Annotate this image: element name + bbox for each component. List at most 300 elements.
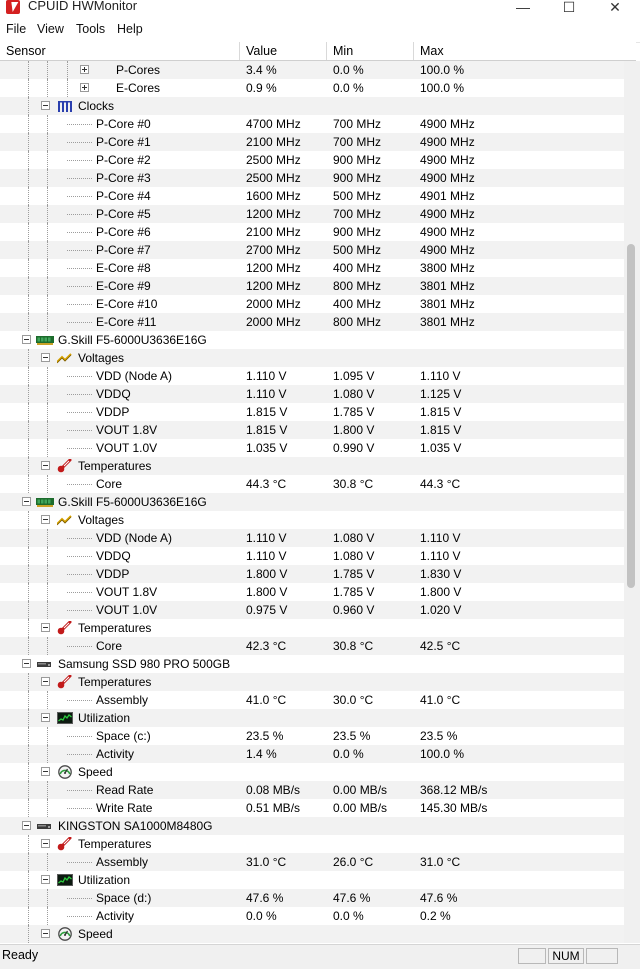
menu-view[interactable]: View [37,22,64,36]
sensor-row[interactable] [0,277,624,295]
sensor-max: 1.110 V [420,549,461,563]
tree-group-row[interactable] [0,835,624,853]
menu-tools[interactable]: Tools [76,22,106,36]
sensor-name: VDD (Node A) [96,531,173,545]
sensor-name: G.Skill F5-6000U3636E16G [58,333,207,347]
sensor-name: Read Rate [96,783,154,797]
sensor-row[interactable] [0,691,624,709]
tree-connector-line [67,646,92,647]
tree-guide-line [28,403,29,421]
tree-guide-line [47,151,48,169]
tree-guide-line [47,61,48,79]
sensor-min: 23.5 % [333,729,371,743]
tree-connector-line [67,376,92,377]
sensor-min: 700 MHz [333,117,382,131]
close-button[interactable]: ✕ [609,0,621,15]
sensor-min: 900 MHz [333,225,382,239]
tree-connector-line [67,808,92,809]
hwmonitor-app-icon [6,0,20,14]
collapse-icon[interactable] [41,713,50,722]
tree-guide-line [28,565,29,583]
tree-group-row[interactable] [0,871,624,889]
tree-guide-line [28,907,29,925]
sensor-name: KINGSTON SA1000M8480G [58,819,213,833]
sensor-name: Temperatures [78,837,152,851]
sensor-min: 30.8 °C [333,639,374,653]
sensor-max: 4900 MHz [420,225,475,239]
sensor-max: 3800 MHz [420,261,475,275]
tree-connector-line [67,430,92,431]
sensor-max: 4900 MHz [420,117,475,131]
vertical-scrollbar[interactable] [624,61,640,943]
sensor-row[interactable] [0,439,624,457]
sensor-row[interactable] [0,259,624,277]
sensor-row[interactable] [0,313,624,331]
sensor-value: 1200 MHz [246,279,301,293]
menu-help[interactable]: Help [117,22,143,36]
tree-connector-line [67,250,92,251]
sensor-row[interactable] [0,385,624,403]
sensor-row[interactable] [0,799,624,817]
tree-guide-line [47,565,48,583]
sensor-row[interactable] [0,241,624,259]
sensor-row[interactable] [0,187,624,205]
tree-guide-line [47,187,48,205]
sensor-min: 30.8 °C [333,477,374,491]
sensor-row[interactable] [0,907,624,925]
sensor-max: 1.110 V [420,369,461,383]
collapse-icon[interactable] [41,101,50,110]
tree-connector-line [67,736,92,737]
tree-guide-line [28,205,29,223]
sensor-min: 1.785 V [333,405,375,419]
tree-guide-line [28,673,29,691]
sensor-max: 1.830 V [420,567,462,581]
tree-guide-line [28,583,29,601]
tree-guide-line [47,547,48,565]
sensor-name: Temperatures [78,621,152,635]
sensor-max: 44.3 °C [420,477,461,491]
tree-guide-line [28,889,29,907]
tree-group-row[interactable] [0,655,624,673]
tree-guide-line [28,259,29,277]
tree-group-row[interactable] [0,709,624,727]
collapse-icon[interactable] [41,353,50,362]
tree-guide-line [47,889,48,907]
sensor-row[interactable] [0,205,624,223]
sensor-min: 30.0 °C [333,693,374,707]
sensor-row[interactable] [0,745,624,763]
tree-connector-line [67,862,92,863]
num-lock-indicator: NUM [548,948,584,964]
sensor-row[interactable] [0,727,624,745]
tree-guide-line [28,763,29,781]
tree-guide-line [47,637,48,655]
tree-group-row[interactable] [0,349,624,367]
sensor-value: 4700 MHz [246,117,301,131]
sensor-row[interactable] [0,169,624,187]
collapse-icon[interactable] [41,929,50,938]
sensor-name: VOUT 1.0V [96,441,158,455]
tree-guide-line [28,187,29,205]
tree-guide-line [47,79,48,97]
tree-guide-line [47,403,48,421]
tree-guide-line [67,61,68,79]
tree-guide-line [28,745,29,763]
tree-guide-line [47,727,48,745]
sensor-min: 0.0 % [333,909,364,923]
sensor-value: 31.0 °C [246,855,287,869]
tree-group-row[interactable] [0,619,624,637]
sensor-max: 1.125 V [420,387,462,401]
sensor-row[interactable] [0,547,624,565]
tree-guide-line [67,79,68,97]
sensor-max: 4901 MHz [420,189,475,203]
tree-connector-line [67,412,92,413]
sensor-value: 0.51 MB/s [246,801,301,815]
sensor-min: 0.0 % [333,747,364,761]
sensor-max: 100.0 % [420,63,465,77]
sensor-name: Speed [78,927,113,941]
tree-guide-line [47,583,48,601]
thermometer-icon [57,837,73,851]
tree-guide-line [47,799,48,817]
tree-guide-line [47,169,48,187]
tree-guide-line [47,691,48,709]
sensor-value: 41.0 °C [246,693,287,707]
tree-guide-line [47,259,48,277]
column-sensor[interactable]: Sensor [0,42,240,60]
collapse-icon[interactable] [22,335,31,344]
column-min[interactable]: Min [327,42,414,60]
tree-guide-line [28,529,29,547]
thermometer-icon [57,675,73,689]
sensor-name: VOUT 1.0V [96,603,158,617]
ram-icon [36,495,52,509]
sensor-value: 0.0 % [246,909,277,923]
tree-guide-line [47,421,48,439]
sensor-value: 47.6 % [246,891,284,905]
tree-guide-line [47,277,48,295]
tree-connector-line [67,178,92,179]
sensor-value: 2500 MHz [246,153,301,167]
sensor-name: Samsung SSD 980 PRO 500GB [58,657,231,671]
sensor-row[interactable] [0,151,624,169]
tree-guide-line [47,853,48,871]
maximize-button[interactable]: ☐ [562,0,576,15]
drive-icon [36,819,52,833]
tree-guide-line [28,439,29,457]
sensor-row[interactable] [0,367,624,385]
tree-guide-line [47,223,48,241]
sensor-name: P-Core #1 [96,135,151,149]
tree-group-row[interactable] [0,331,624,349]
sensor-row[interactable] [0,295,624,313]
sensor-max: 1.020 V [420,603,462,617]
tree-guide-line [28,709,29,727]
tree-guide-line [47,367,48,385]
sensor-name: Clocks [78,99,115,113]
tree-guide-line [28,97,29,115]
tree-guide-line [47,745,48,763]
tree-group-row[interactable] [0,511,624,529]
sensor-row[interactable] [0,421,624,439]
tree-connector-line [67,124,92,125]
tree-guide-line [28,925,29,943]
sensor-max: 4900 MHz [420,135,475,149]
sensor-row[interactable] [0,637,624,655]
sensor-name: Space (d:) [96,891,152,905]
sensor-name: P-Core #6 [96,225,151,239]
sensor-name: VDDQ [96,549,131,563]
tree-guide-line [28,223,29,241]
sensor-name: Voltages [78,351,125,365]
tree-connector-line [67,286,92,287]
sensor-name: Core [96,639,123,653]
tree-guide-line [28,115,29,133]
tree-group-row[interactable] [0,97,624,115]
tree-group-row[interactable] [0,61,624,79]
column-max[interactable]: Max [420,44,444,58]
sensor-name: VDD (Node A) [96,369,173,383]
tree-guide-line [28,637,29,655]
sensor-name: P-Core #4 [96,189,151,203]
thermometer-icon [57,459,73,473]
sensor-value: 1200 MHz [246,207,301,221]
sensor-value: 0.975 V [246,603,288,617]
sensor-max: 4900 MHz [420,171,475,185]
sensor-name: P-Core #5 [96,207,151,221]
tree-connector-line [67,916,92,917]
sensor-row[interactable] [0,529,624,547]
sensor-value: 1.110 V [246,549,287,563]
sensor-name: Core [96,477,123,491]
tree-guide-line [28,295,29,313]
sensor-name: VOUT 1.8V [96,423,158,437]
sensor-name: E-Core #9 [96,279,151,293]
tree-guide-line [28,457,29,475]
expand-icon[interactable] [80,65,89,74]
tree-guide-line [28,421,29,439]
sensor-value: 3.4 % [246,63,277,77]
tree-guide-line [47,601,48,619]
sensor-min: 1.785 V [333,585,375,599]
sensor-tree[interactable] [0,61,624,943]
tree-connector-line [67,754,92,755]
column-value[interactable]: Value [240,42,327,60]
sensor-max: 1.110 V [420,531,461,545]
sensor-row[interactable] [0,223,624,241]
utilization-icon [57,711,73,725]
tree-group-row[interactable] [0,763,624,781]
tree-guide-line [28,619,29,637]
sensor-max: 23.5 % [420,729,458,743]
sensor-row[interactable] [0,583,624,601]
sensor-name: P-Cores [116,63,161,77]
sensor-row[interactable] [0,853,624,871]
tree-guide-line [47,313,48,331]
tree-guide-line [47,133,48,151]
tree-group-row[interactable] [0,493,624,511]
tree-guide-line [28,385,29,403]
sensor-value: 1.035 V [246,441,288,455]
sensor-value: 2000 MHz [246,315,301,329]
clocks-icon [57,99,73,113]
scrollbar-thumb[interactable] [627,244,635,588]
collapse-icon[interactable] [22,821,31,830]
sensor-max: 1.035 V [420,441,462,455]
sensor-max: 47.6 % [420,891,458,905]
collapse-icon[interactable] [41,839,50,848]
sensor-row[interactable] [0,601,624,619]
sensor-max: 41.0 °C [420,693,461,707]
tree-connector-line [67,610,92,611]
status-pane-empty [518,948,546,964]
sensor-value: 42.3 °C [246,639,287,653]
sensor-row[interactable] [0,889,624,907]
speedometer-icon [57,765,73,779]
sensor-max: 1.815 V [420,405,462,419]
tree-guide-line [47,529,48,547]
tree-guide-line [28,367,29,385]
sensor-row[interactable] [0,403,624,421]
sensor-min: 400 MHz [333,297,382,311]
status-text: Ready [2,948,39,962]
tree-guide-line [47,115,48,133]
sensor-max: 0.2 % [420,909,451,923]
sensor-max: 100.0 % [420,747,465,761]
minimize-button[interactable]: — [516,0,530,15]
tree-connector-line [67,574,92,575]
sensor-value: 2100 MHz [246,135,301,149]
tree-guide-line [28,601,29,619]
sensor-max: 3801 MHz [420,279,475,293]
sensor-name: Temperatures [78,675,152,689]
tree-connector-line [67,448,92,449]
sensor-name: VDDQ [96,387,131,401]
sensor-row[interactable] [0,133,624,151]
sensor-row[interactable] [0,781,624,799]
sensor-value: 0.9 % [246,81,277,95]
sensor-name: G.Skill F5-6000U3636E16G [58,495,207,509]
sensor-value: 0.08 MB/s [246,783,301,797]
sensor-name: Speed [78,765,113,779]
tree-group-row[interactable] [0,925,624,943]
sensor-name: E-Core #8 [96,261,151,275]
sensor-min: 0.00 MB/s [333,783,388,797]
tree-guide-line [28,871,29,889]
tree-guide-line [28,151,29,169]
sensor-value: 1.815 V [246,423,288,437]
sensor-min: 1.080 V [333,387,375,401]
collapse-icon[interactable] [41,515,50,524]
sensor-name: Assembly [96,693,149,707]
tree-guide-line [28,133,29,151]
thermometer-icon [57,621,73,635]
collapse-icon[interactable] [41,875,50,884]
sensor-name: Temperatures [78,459,152,473]
sensor-name: Activity [96,909,135,923]
sensor-min: 47.6 % [333,891,371,905]
tree-group-row[interactable] [0,673,624,691]
tree-connector-line [67,538,92,539]
tree-connector-line [67,214,92,215]
column-header [0,42,636,61]
sensor-max: 3801 MHz [420,315,475,329]
sensor-name: Activity [96,747,135,761]
sensor-name: Write Rate [96,801,153,815]
sensor-value: 1.800 V [246,585,288,599]
sensor-name: VDDP [96,567,130,581]
sensor-value: 2500 MHz [246,171,301,185]
sensor-min: 0.960 V [333,603,375,617]
tree-guide-line [28,277,29,295]
sensor-value: 2000 MHz [246,297,301,311]
sensor-name: P-Core #0 [96,117,151,131]
sensor-name: Utilization [78,873,131,887]
sensor-value: 1.815 V [246,405,288,419]
sensor-value: 1.4 % [246,747,277,761]
sensor-min: 1.080 V [333,549,375,563]
sensor-max: 4900 MHz [420,243,475,257]
collapse-icon[interactable] [41,767,50,776]
sensor-name: VOUT 1.8V [96,585,158,599]
voltage-icon [57,351,73,365]
tree-connector-line [67,268,92,269]
tree-guide-line [28,835,29,853]
sensor-name: Voltages [78,513,125,527]
expand-icon[interactable] [80,83,89,92]
sensor-min: 500 MHz [333,189,382,203]
collapse-icon[interactable] [22,659,31,668]
sensor-min: 700 MHz [333,135,382,149]
tree-guide-line [47,439,48,457]
tree-group-row[interactable] [0,79,624,97]
tree-guide-line [47,385,48,403]
sensor-row[interactable] [0,565,624,583]
sensor-min: 700 MHz [333,207,382,221]
utilization-icon [57,873,73,887]
tree-guide-line [28,61,29,79]
drive-icon [36,657,52,671]
tree-connector-line [67,484,92,485]
tree-guide-line [47,475,48,493]
voltage-icon [57,513,73,527]
sensor-row[interactable] [0,115,624,133]
tree-guide-line [28,799,29,817]
status-bar [0,944,640,969]
tree-connector-line [67,322,92,323]
menu-file[interactable]: File [6,22,27,36]
tree-group-row[interactable] [0,817,624,835]
sensor-min: 0.00 MB/s [333,801,388,815]
collapse-icon[interactable] [41,461,50,470]
tree-connector-line [67,232,92,233]
collapse-icon[interactable] [41,623,50,632]
collapse-icon[interactable] [22,497,31,506]
tree-guide-line [47,907,48,925]
sensor-row[interactable] [0,475,624,493]
sensor-max: 42.5 °C [420,639,461,653]
sensor-min: 400 MHz [333,261,382,275]
ram-icon [36,333,52,347]
tree-guide-line [28,169,29,187]
tree-guide-line [28,313,29,331]
tree-group-row[interactable] [0,457,624,475]
sensor-max: 100.0 % [420,81,465,95]
tree-connector-line [67,160,92,161]
collapse-icon[interactable] [41,677,50,686]
